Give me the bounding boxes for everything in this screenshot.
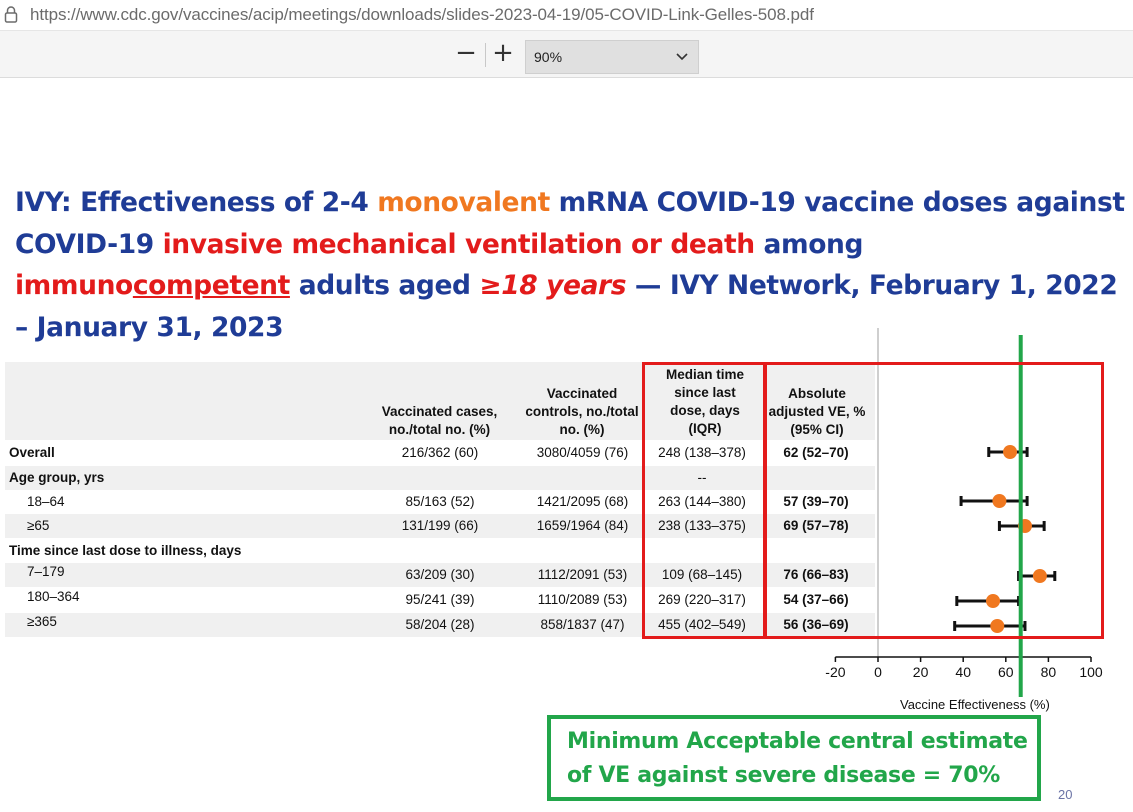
row-label: 18–64 (27, 494, 65, 509)
median-cell: 455 (402–549) (658, 617, 746, 632)
callout-text (567, 725, 1028, 793)
title-highlight-competent: competent (132, 270, 290, 301)
callout-line: Minimum Acceptable central estimate (567, 729, 1028, 754)
x-tick-label: 40 (955, 664, 971, 680)
row-label: ≥65 (27, 518, 50, 533)
title-part: IVY: Effectiveness of 2-4 (15, 187, 378, 218)
ve-cell: 62 (52–70) (783, 445, 849, 460)
x-tick-label: -20 (825, 664, 846, 680)
title-highlight-immuno: immuno (15, 270, 133, 301)
row-label: 7–179 (27, 564, 65, 579)
column-header-ve: Absolute adjusted VE, % (95% CI) (768, 386, 866, 437)
column-header-cases: Vaccinated cases, no./total no. (%) (381, 404, 498, 437)
title-part: among (754, 228, 864, 260)
controls-cell: 1659/1964 (84) (536, 518, 629, 533)
title-highlight-monovalent: monovalent (377, 187, 550, 218)
column-header-controls: Vaccinated controls, no./total no. (%) (525, 386, 639, 437)
page-number: 20 (1058, 787, 1073, 802)
row-label: 180–364 (27, 589, 80, 604)
zoom-value: 90% (534, 49, 563, 65)
zoom-in-button[interactable]: + (492, 38, 514, 68)
controls-cell: 1421/2095 (68) (536, 494, 629, 509)
highlight-box-median (642, 362, 766, 639)
cases-cell: 131/199 (66) (401, 518, 479, 533)
cases-cell: 95/241 (39) (405, 592, 475, 607)
ve-cell: 76 (66–83) (783, 567, 849, 582)
ve-cell: 56 (36–69) (783, 617, 849, 632)
median-cell: -- (697, 470, 707, 485)
controls-cell: 1110/2089 (53) (537, 592, 628, 607)
ve-cell: 54 (37–66) (783, 592, 849, 607)
cases-cell: 216/362 (60) (401, 445, 479, 460)
controls-cell: 1112/2091 (53) (537, 567, 628, 582)
x-axis-title: Vaccine Effectiveness (%) (900, 697, 1050, 712)
x-tick-label: 80 (1040, 664, 1057, 680)
ve-cell: 57 (39–70) (783, 494, 849, 509)
ve-cell: 69 (57–78) (783, 518, 849, 533)
controls-cell: 858/1837 (47) (540, 617, 625, 632)
callout-box (547, 715, 1041, 801)
title-highlight-age: ≥18 years (479, 270, 627, 301)
title-highlight-outcome: invasive mechanical ventilation or death (162, 228, 755, 260)
x-tick-label: 60 (998, 664, 1014, 680)
median-cell: 263 (144–380) (658, 494, 746, 509)
zoom-out-button[interactable]: − (455, 38, 477, 68)
x-tick-label: 100 (1079, 664, 1103, 680)
title-part: — IVY Network, February 1, 2022 – January 31, 2023 (15, 270, 1118, 343)
url-text[interactable]: https://www.cdc.gov/vaccines/acip/meetings/downloads/slides-2023-04-19/05-COVID-Link-Gelles-508.pdf (30, 5, 814, 24)
cases-cell: 58/204 (28) (405, 617, 475, 632)
callout-line: of VE against severe disease = 70% (567, 763, 1001, 788)
row-label: Age group, yrs (9, 470, 105, 485)
median-cell: 269 (220–317) (658, 592, 746, 607)
median-cell: 238 (133–375) (658, 518, 746, 533)
title-part: adults aged (289, 270, 480, 301)
median-cell: 109 (68–145) (661, 567, 743, 582)
column-header-median: Median time since last dose, days (IQR) (665, 367, 744, 436)
cases-cell: 85/163 (52) (405, 494, 475, 509)
row-label: ≥365 (27, 614, 57, 629)
median-cell: 248 (138–378) (658, 445, 746, 460)
x-tick-label: 0 (874, 664, 882, 680)
row-label: Overall (9, 445, 55, 460)
title-part: mRNA COVID-19 vaccine doses against COVID-19 (15, 187, 1125, 260)
controls-cell: 3080/4059 (76) (536, 445, 629, 460)
cases-cell: 63/209 (30) (405, 567, 475, 582)
x-tick-label: 20 (912, 664, 929, 680)
highlight-box-ve (764, 362, 1104, 639)
row-label: Time since last dose to illness, days (9, 543, 242, 558)
